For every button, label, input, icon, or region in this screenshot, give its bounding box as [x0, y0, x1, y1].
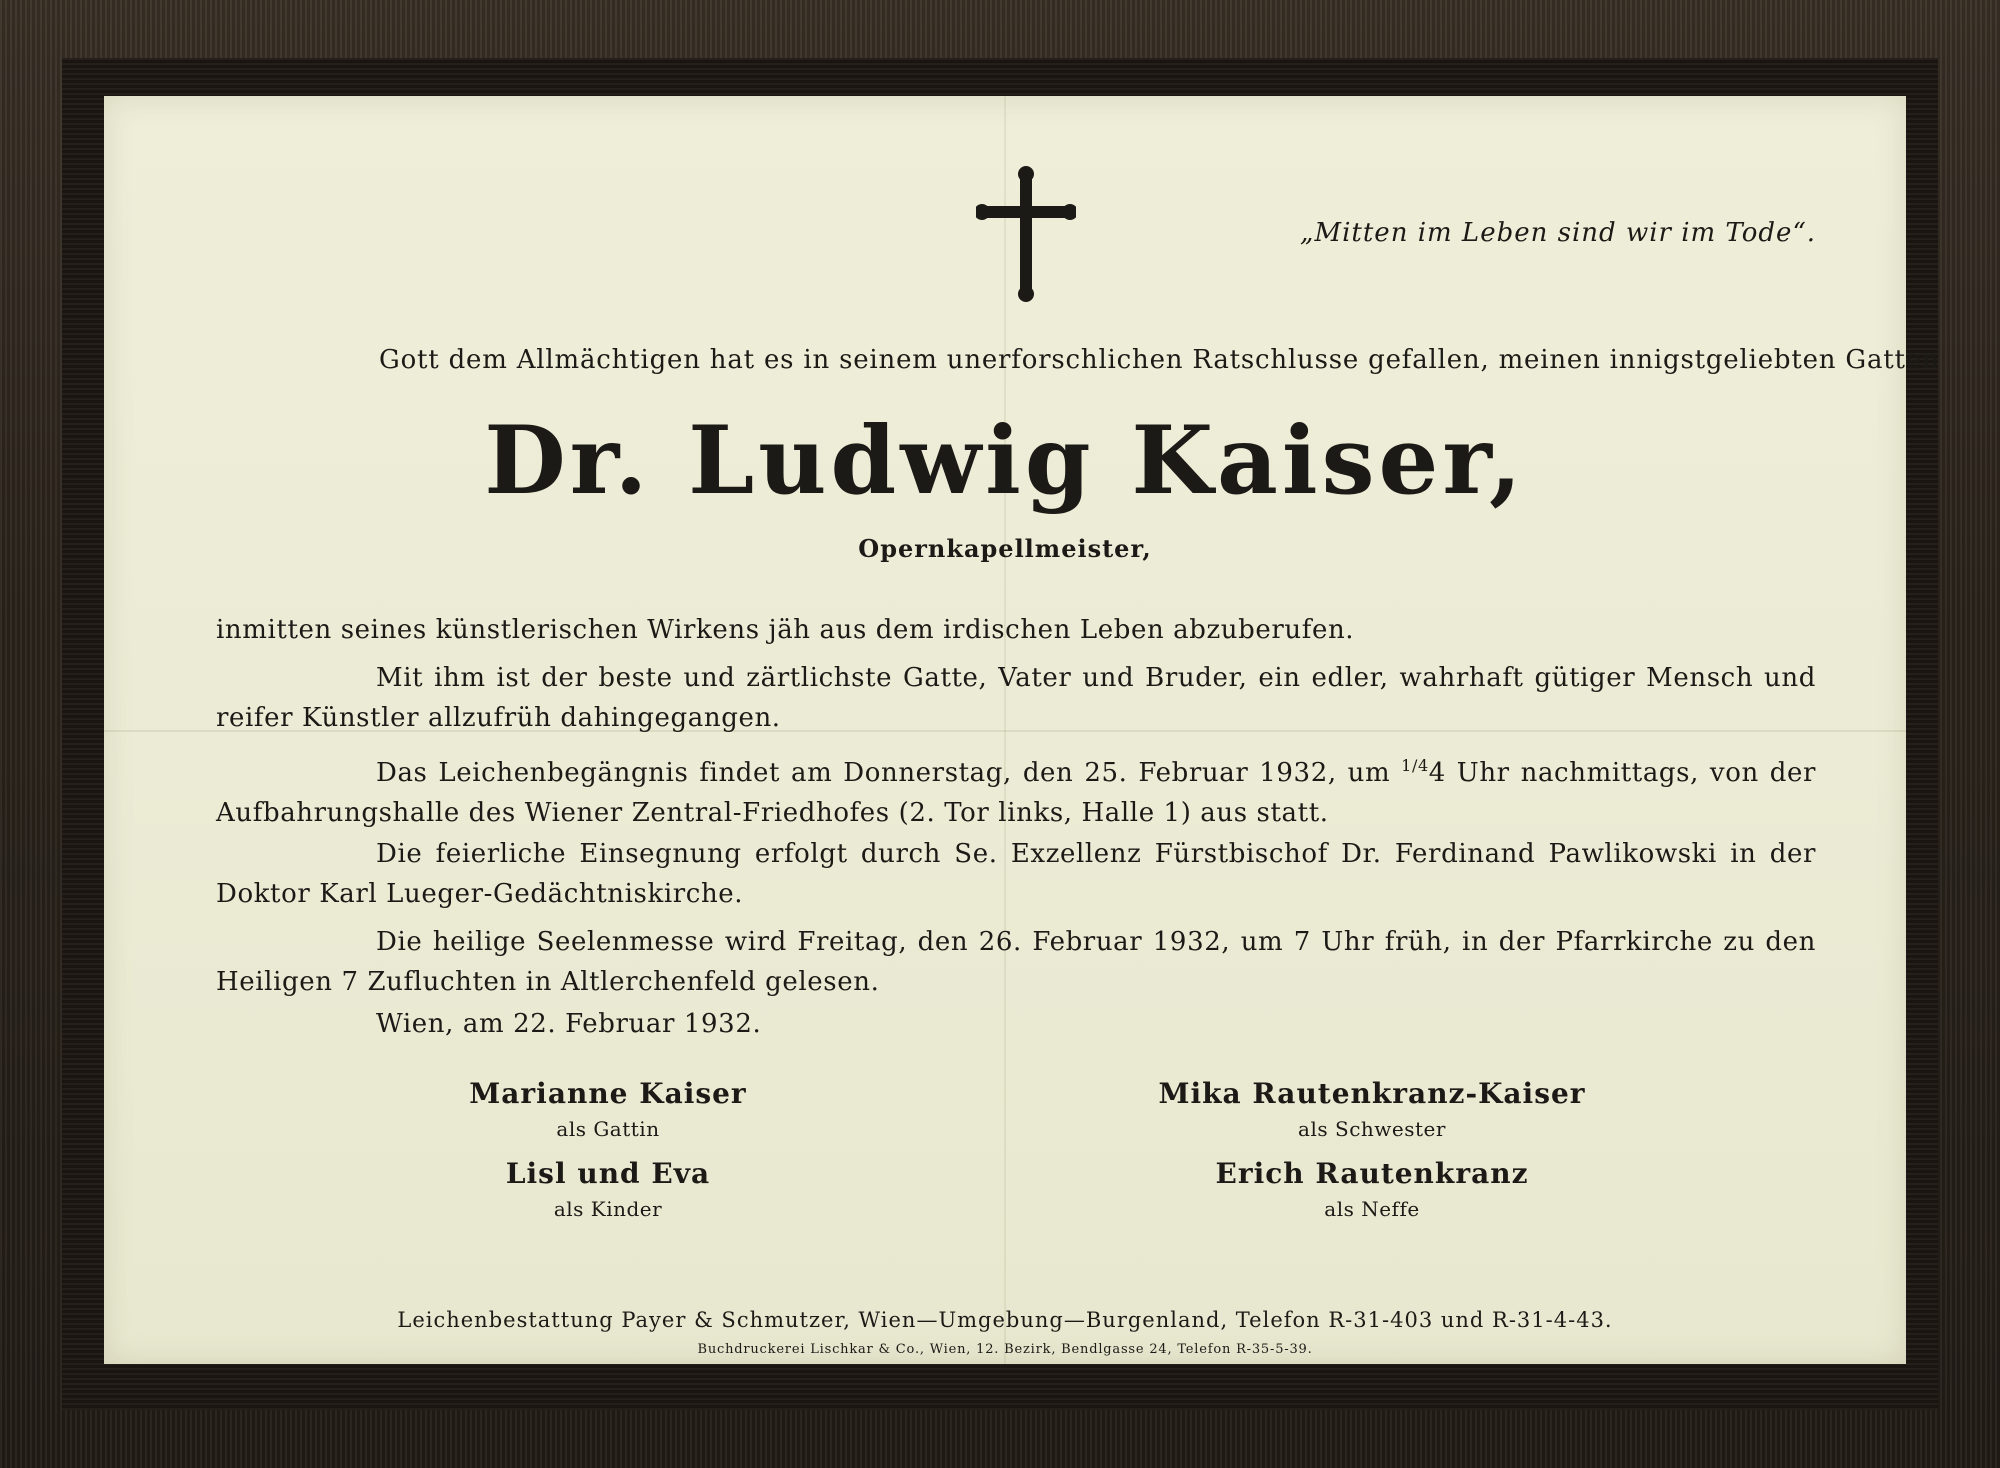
fraction-quarter: 1/4 [1401, 756, 1429, 775]
signatory-right-2 [1112, 1156, 1632, 1226]
paragraph-1: inmitten seines künstlerischen Wirkens jäh aus dem irdischen Leben abzuberufen. [216, 615, 1355, 645]
undertaker-line: Leichenbestattung Payer & Schmutzer, Wien—Umgebung—Burgenland, Telefon R-31-403 und R-31-4-43. [397, 1308, 1613, 1332]
paragraph-2: Mit ihm ist der beste und zärtlichste Gatte, Vater und Bruder, ein edler, wahrhaft gütiger Mensch und reifer Künstler allzufrüh dahingegangen. [216, 663, 1816, 733]
paragraph-3-start: Das Leichenbegängnis findet am Donnerstag, den 25. Februar 1932, um [376, 758, 1391, 788]
intro-line: Gott dem Allmächtigen hat es in seinem unerforschlichen Ratschlusse gefallen, meinen innigstgeliebten Gatten [379, 345, 1940, 375]
deceased-name: Dr. Ludwig Kaiser, [484, 406, 1526, 516]
signatory-name: Lisl und Eva [505, 1157, 711, 1190]
paragraph-3 [216, 746, 1816, 833]
obituary-card [104, 96, 1940, 1364]
signatory-name: Marianne Kaiser [469, 1077, 747, 1110]
printer-line: Buchdruckerei Lischkar & Co., Wien, 12. Bezirk, Bendlgasse 24, Telefon R-35-5-39. [697, 1342, 1313, 1357]
signatory-role: als Schwester [1298, 1117, 1446, 1141]
paragraph-5: Die heilige Seelenmesse wird Freitag, den 26. Februar 1932, um 7 Uhr früh, in der Pfarrkirche zu den Heiligen 7 Zufluchten in Altlerchenfeld gelesen. [216, 927, 1816, 997]
paragraph-4: Die feierliche Einsegnung erfolgt durch Se. Exzellenz Fürstbischof Dr. Ferdinand Pawlikowski in der Doktor Karl Lueger-Gedächtniskirche. [216, 839, 1816, 909]
signatory-name: Erich Rautenkranz [1215, 1157, 1529, 1190]
deceased-profession: Opernkapellmeister, [858, 534, 1152, 563]
paragraph-3-end: 4 Uhr nachmittags, von der Aufbahrungshalle des Wiener Zentral-Friedhofes (2. Tor links, Halle 1) aus statt. [216, 758, 1816, 828]
signatory-role: als Neffe [1324, 1197, 1420, 1221]
cross-icon [976, 166, 1076, 304]
signatory-name: Mika Rautenkranz-Kaiser [1158, 1077, 1586, 1110]
motto: „Mitten im Leben sind wir im Tode“. [1300, 218, 1816, 248]
signatory-role: als Gattin [556, 1117, 660, 1141]
signatory-left-2 [378, 1156, 838, 1226]
signatory-left-1 [378, 1076, 838, 1146]
signatory-role: als Kinder [553, 1197, 663, 1221]
place-date: Wien, am 22. Februar 1932. [376, 1009, 762, 1039]
signatory-right-1 [1112, 1076, 1632, 1146]
